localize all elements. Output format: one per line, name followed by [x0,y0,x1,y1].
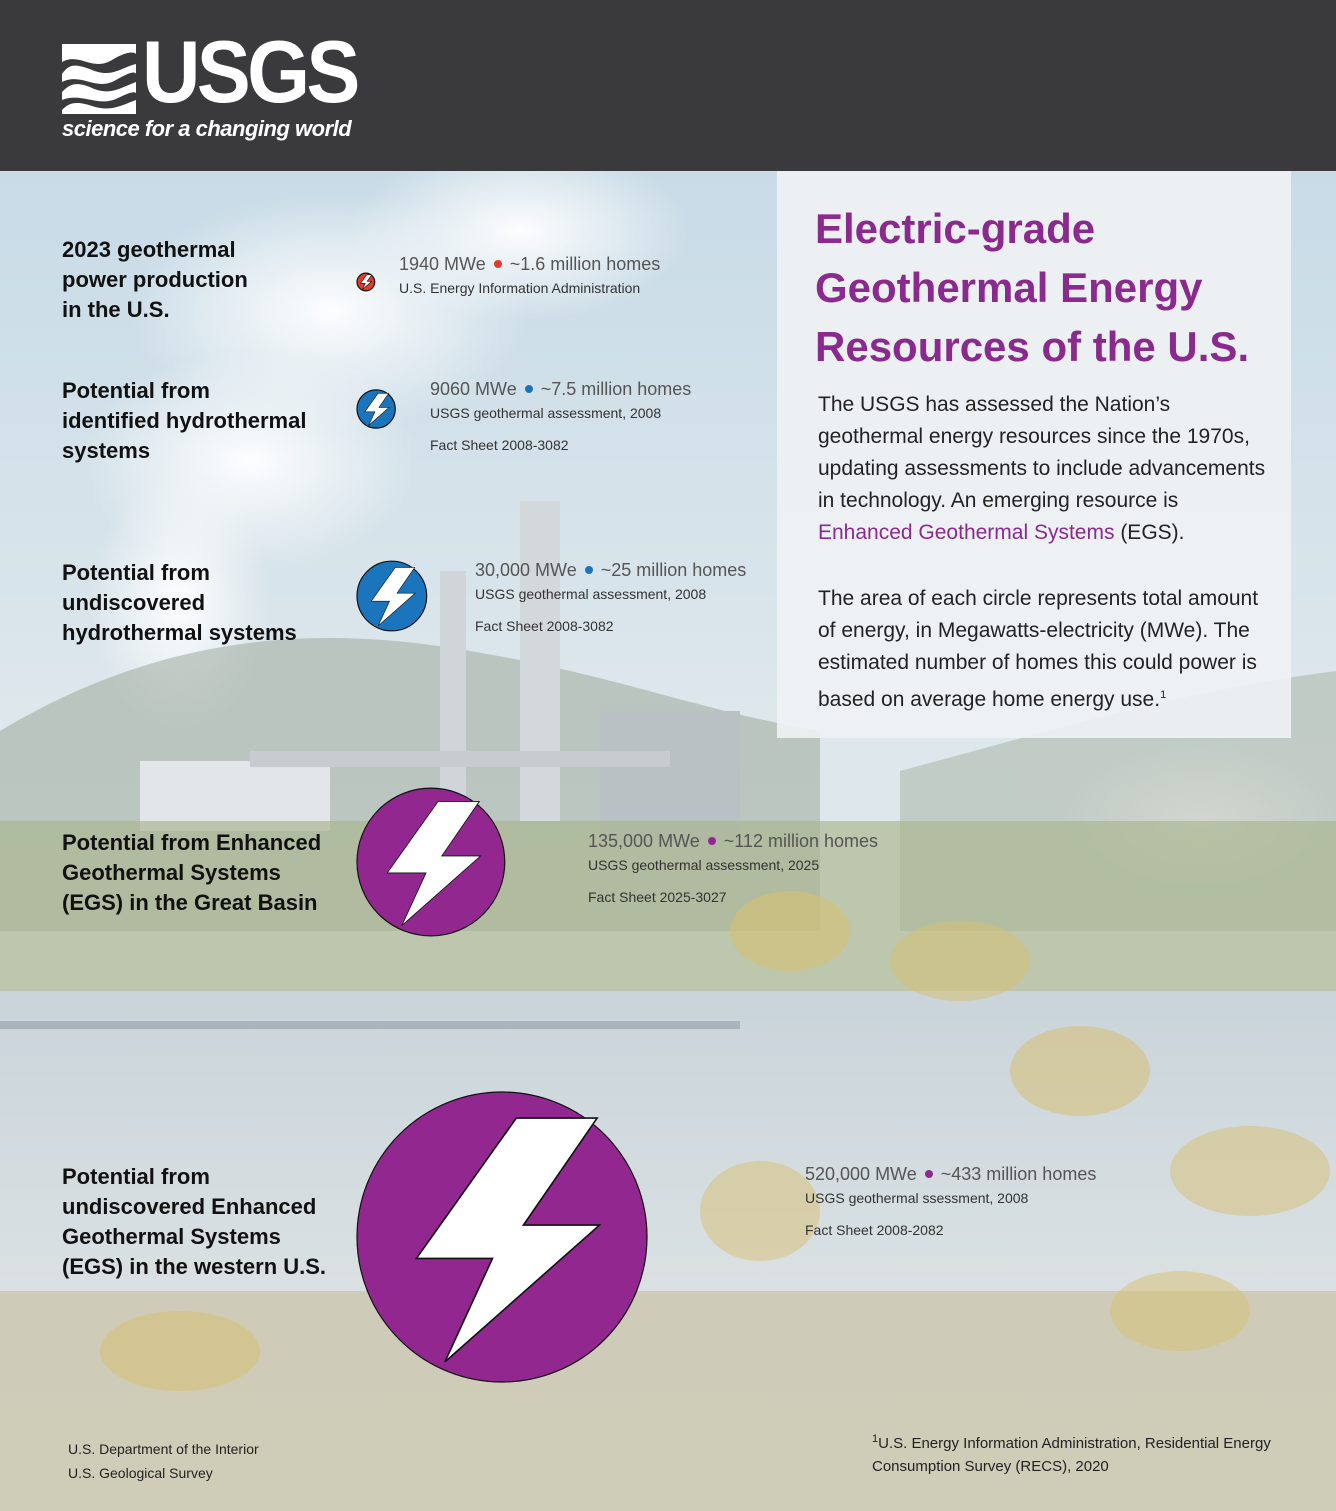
mwe-value-0: 1940 MWe [399,254,486,274]
mwe-value-4: 520,000 MWe [805,1164,917,1184]
dot-icon-4 [925,1170,933,1178]
usgs-tagline: science for a changing world [62,116,352,141]
mwe-value-2: 30,000 MWe [475,560,577,580]
fact-sheet-4: Fact Sheet 2008-2082 [805,1222,944,1239]
row-label-1: Potential from identified hydrothermal systems [62,378,307,463]
source-1: USGS geothermal assessment, 2008 [430,404,662,421]
bubble-0 [357,273,375,291]
intro-text-end: (EGS). [1114,521,1185,544]
dot-icon-3 [708,837,716,845]
row-label-2: Potential from undiscovered hydrothermal systems [62,560,297,645]
bubble-4 [357,1092,647,1382]
homes-value-2: ~25 million homes [600,560,747,580]
dot-icon-1 [525,385,533,393]
source-0: U.S. Energy Information Administration [399,279,641,296]
homes-value-4: ~433 million homes [940,1164,1097,1184]
footer-department: U.S. Department of the Interior [68,1441,259,1457]
homes-value-1: ~7.5 million homes [540,379,692,399]
mwe-value-1: 9060 MWe [430,379,517,399]
footnote [872,1428,1302,1478]
fact-sheet-2: Fact Sheet 2008-3082 [475,618,614,635]
mwe-value-3: 135,000 MWe [588,831,700,851]
dot-icon-2 [585,566,593,574]
info-block-2 [475,560,746,635]
info-block-4 [805,1164,1096,1239]
source-4: USGS geothermal ssessment, 2008 [805,1189,1029,1206]
source-3: USGS geothermal assessment, 2025 [588,856,820,873]
source-2: USGS geothermal assessment, 2008 [475,585,707,602]
intro-text-start: The USGS has assessed the Nation’s geothermal energy resources since the 1970s, updating assessments to include advancements in technology. An emerging resource is [818,393,1266,512]
info-block-1 [430,379,691,454]
footnote-ref: 1 [1160,689,1167,701]
footer-agency [68,1437,259,1485]
row-label-4: Potential from undiscovered Enhanced Geothermal Systems (EGS) in the western U.S. [62,1164,327,1279]
page-title: Electric-grade Geothermal Energy Resources of the U.S. [815,205,1250,370]
bubble-3 [357,788,505,936]
fact-sheet-1: Fact Sheet 2008-3082 [430,437,569,454]
row-label-0: 2023 geothermal power production in the U.S. [62,237,248,322]
footer-survey: U.S. Geological Survey [68,1465,213,1481]
info-block-0 [399,254,660,296]
dot-icon-0 [494,260,502,268]
note-text: The area of each circle represents total amount of energy, in Megawatts-electricity (MWe). The estimated number of homes this could power is based on average home energy use. [818,587,1259,711]
homes-value-3: ~112 million homes [723,831,878,851]
fact-sheet-3: Fact Sheet 2025-3027 [588,889,727,906]
footnote-text: U.S. Energy Information Administration, Residential Energy Consumption Survey (RECS), 2020 [872,1435,1271,1475]
intro-paragraph [818,389,1278,549]
bubble-2 [357,561,427,631]
footnote-mark: 1 [872,1433,879,1445]
homes-value-0: ~1.6 million homes [509,254,661,274]
info-panel [777,171,1291,738]
usgs-logo-text: USGS [142,22,357,121]
note-paragraph [818,583,1278,716]
bubble-1 [357,390,395,428]
info-block-3 [588,831,878,906]
egs-highlight: Enhanced Geothermal Systems [818,521,1115,544]
row-label-3: Potential from Enhanced Geothermal Systems (EGS) in the Great Basin [62,830,322,915]
